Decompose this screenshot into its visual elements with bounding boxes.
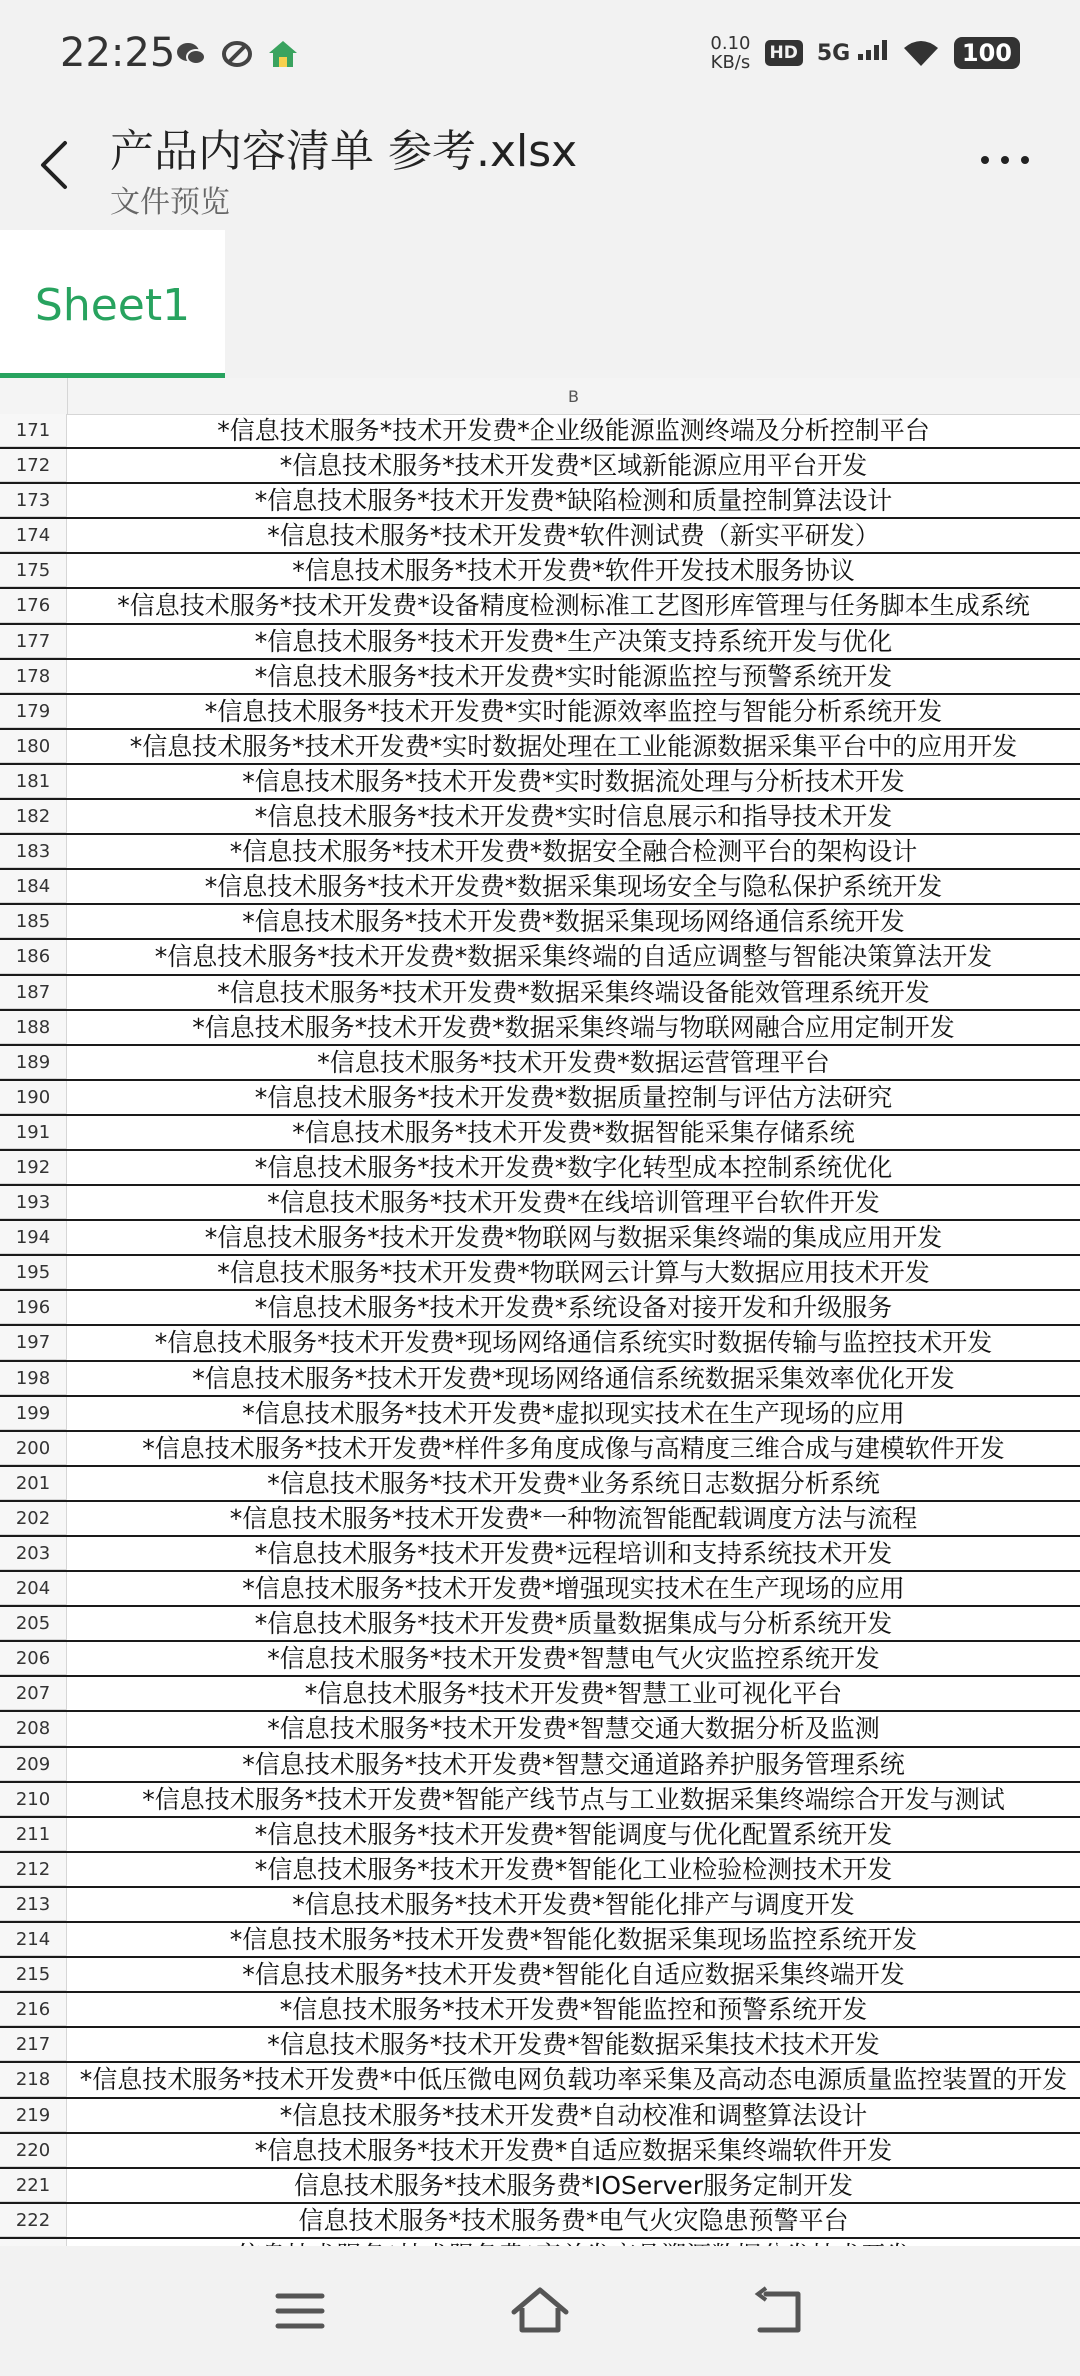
app-header [0, 115, 1080, 230]
cell-b[interactable]: *信息技术服务*技术开发费*现场网络通信系统数据采集效率优化开发 [192, 1363, 955, 1393]
row-number[interactable]: 198 [0, 1362, 67, 1395]
network-type-label: 5G [816, 41, 851, 66]
row-number[interactable]: 201 [0, 1467, 67, 1500]
table-row [0, 1958, 1080, 1993]
row-number[interactable]: 210 [0, 1783, 67, 1816]
row-number[interactable]: 205 [0, 1607, 67, 1640]
row-number[interactable]: 203 [0, 1537, 67, 1570]
row-number[interactable]: 217 [0, 2028, 67, 2061]
cell-b[interactable]: *信息技术服务*技术开发费*智能监控和预警系统开发 [279, 1995, 868, 2025]
spreadsheet-grid[interactable] [0, 378, 1080, 2246]
row-number[interactable]: 189 [0, 1046, 67, 1079]
tab-label: Sheet1 [34, 280, 191, 331]
cell-b[interactable]: *信息技术服务*技术开发费*智慧交通大数据分析及监测 [267, 1714, 880, 1744]
back-icon[interactable] [750, 2286, 810, 2336]
table-row [0, 870, 1080, 905]
row-number[interactable]: 177 [0, 625, 67, 658]
row-number[interactable]: 199 [0, 1397, 67, 1430]
cell-b[interactable]: *信息技术服务*技术开发费*实时数据处理在工业能源数据采集平台中的应用开发 [129, 731, 1018, 761]
wechat-icon [175, 38, 207, 70]
table-row [0, 1046, 1080, 1081]
sheet-rows [0, 414, 1080, 2274]
file-title: 产品内容清单 参考.xlsx [110, 126, 578, 177]
table-row [0, 414, 1080, 449]
cell-b[interactable]: *信息技术服务*技术开发费*物联网与数据采集终端的集成应用开发 [204, 1223, 943, 1253]
table-row [0, 1502, 1080, 1537]
table-row [0, 1572, 1080, 1607]
signal-icon [817, 40, 888, 66]
row-number[interactable]: 195 [0, 1256, 67, 1289]
cell-b[interactable]: *信息技术服务*技术开发费*中低压微电网负载功率采集及高动态电源质量监控装置的开发 [79, 2065, 1068, 2095]
row-number[interactable]: 215 [0, 1958, 67, 1991]
row-number[interactable]: 213 [0, 1888, 67, 1921]
cell-b[interactable]: *信息技术服务*技术开发费*设备精度检测标准工艺图形库管理与任务脚本生成系统 [117, 591, 1030, 621]
table-row [0, 2099, 1080, 2134]
table-row [0, 1151, 1080, 1186]
row-number[interactable]: 190 [0, 1081, 67, 1114]
table-row [0, 905, 1080, 940]
cell-b[interactable]: *信息技术服务*技术开发费*一种物流智能配载调度方法与流程 [229, 1503, 918, 1533]
table-row [0, 484, 1080, 519]
cell-b[interactable]: *信息技术服务*技术开发费*实时数据流处理与分析技术开发 [242, 766, 905, 796]
table-row [0, 1326, 1080, 1361]
table-row [0, 2204, 1080, 2239]
table-row [0, 1221, 1080, 1256]
table-row [0, 625, 1080, 660]
row-number[interactable]: 208 [0, 1712, 67, 1745]
select-all-corner[interactable] [0, 378, 68, 414]
cell-b[interactable]: *信息技术服务*技术开发费*数据采集现场安全与隐私保护系统开发 [204, 872, 943, 902]
cell-b[interactable]: *信息技术服务*技术开发费*远程培训和支持系统技术开发 [254, 1539, 893, 1568]
house-app-icon [267, 38, 299, 70]
cell-b[interactable]: *信息技术服务*技术开发费*实时信息展示和指导技术开发 [254, 802, 893, 832]
table-row [0, 554, 1080, 589]
row-number[interactable]: 218 [0, 2063, 67, 2096]
row-number[interactable]: 204 [0, 1572, 67, 1605]
cell-b[interactable]: *信息技术服务*技术开发费*智能产线节点与工业数据采集终端综合开发与测试 [142, 1784, 1005, 1814]
row-number[interactable]: 179 [0, 695, 67, 728]
row-number[interactable]: 184 [0, 870, 67, 903]
cell-b[interactable]: *信息技术服务*技术开发费*智能化排产与调度开发 [292, 1889, 855, 1919]
row-number[interactable]: 187 [0, 976, 67, 1009]
cell-b[interactable]: *信息技术服务*技术开发费*数据质量控制与评估方法研究 [254, 1082, 893, 1112]
status-bar [0, 0, 1080, 115]
table-row [0, 2134, 1080, 2169]
hd-badge: HD [765, 40, 803, 66]
column-header-b[interactable]: B [568, 387, 579, 406]
cell-b[interactable]: *信息技术服务*技术开发费*智慧工业可视化平台 [304, 1679, 843, 1709]
table-row [0, 940, 1080, 975]
menu-icon[interactable] [270, 2286, 330, 2336]
cell-b[interactable]: *信息技术服务*技术开发费*虚拟现实技术在生产现场的应用 [242, 1398, 905, 1428]
file-subtitle: 文件预览 [110, 185, 230, 220]
cell-b[interactable]: *信息技术服务*技术开发费*软件测试费（新实平研发） [267, 521, 880, 551]
table-row [0, 449, 1080, 484]
row-number[interactable]: 172 [0, 449, 67, 482]
cell-b[interactable]: *信息技术服务*技术开发费*自动校准和调整算法设计 [279, 2100, 868, 2130]
cell-b[interactable]: *信息技术服务*技术开发费*数据采集终端的自适应调整与智能决策算法开发 [154, 942, 993, 972]
table-row [0, 695, 1080, 730]
cell-b[interactable]: 信息技术服务*技术服务费*IOServer服务定制开发 [293, 2170, 854, 2200]
cell-b[interactable]: *信息技术服务*技术开发费*智能化数据采集现场监控系统开发 [229, 1925, 918, 1955]
row-number[interactable]: 221 [0, 2169, 67, 2202]
row-number[interactable]: 219 [0, 2099, 67, 2132]
cell-b[interactable]: *信息技术服务*技术开发费*实时能源监控与预警系统开发 [254, 661, 893, 691]
table-row [0, 2028, 1080, 2063]
cell-b[interactable]: *信息技术服务*技术开发费*实时能源效率监控与智能分析系统开发 [204, 696, 943, 726]
table-row [0, 800, 1080, 835]
table-row [0, 1888, 1080, 1923]
cell-b[interactable]: *信息技术服务*技术开发费*数据智能采集存储系统 [292, 1117, 855, 1147]
tab-sheet1[interactable] [0, 230, 225, 378]
table-row [0, 765, 1080, 800]
table-row [0, 2169, 1080, 2204]
row-number[interactable]: 193 [0, 1186, 67, 1219]
cell-b[interactable]: *信息技术服务*技术开发费*缺陷检测和质量控制算法设计 [254, 486, 893, 516]
table-row [0, 1712, 1080, 1747]
cell-b[interactable]: *信息技术服务*技术开发费*数据采集现场网络通信系统开发 [242, 907, 905, 937]
cell-b[interactable]: *信息技术服务*技术开发费*智慧交通道路养护服务管理系统 [242, 1749, 905, 1779]
table-row [0, 1186, 1080, 1221]
table-row [0, 1362, 1080, 1397]
table-row [0, 1467, 1080, 1502]
cell-b[interactable]: 信息技术服务*技术服务费*电气火灾隐患预警平台 [298, 2205, 849, 2235]
table-row [0, 1116, 1080, 1151]
table-row [0, 519, 1080, 554]
table-row [0, 976, 1080, 1011]
cell-b[interactable]: *信息技术服务*技术开发费*区域新能源应用平台开发 [279, 451, 868, 481]
table-row [0, 1677, 1080, 1712]
row-number[interactable]: 181 [0, 765, 67, 798]
row-number[interactable]: 183 [0, 835, 67, 868]
cell-b[interactable]: *信息技术服务*技术开发费*智慧电气火灾监控系统开发 [267, 1644, 880, 1674]
net-speed-unit: KB/s [710, 52, 751, 73]
table-row [0, 1818, 1080, 1853]
cell-b[interactable]: *信息技术服务*技术开发费*生产决策支持系统开发与优化 [254, 626, 893, 656]
table-row [0, 589, 1080, 624]
table-row [0, 1853, 1080, 1888]
cell-b[interactable]: *信息技术服务*技术开发费*增强现实技术在生产现场的应用 [242, 1574, 905, 1604]
row-number[interactable]: 175 [0, 554, 67, 587]
table-row [0, 835, 1080, 870]
row-number[interactable]: 196 [0, 1291, 67, 1324]
table-row [0, 1081, 1080, 1116]
row-number[interactable]: 212 [0, 1853, 67, 1886]
row-number[interactable]: 171 [0, 414, 67, 447]
table-row [0, 1642, 1080, 1677]
table-row [0, 1432, 1080, 1467]
row-number[interactable]: 192 [0, 1151, 67, 1184]
row-number[interactable]: 173 [0, 484, 67, 517]
cell-b[interactable]: *信息技术服务*技术开发费*软件开发技术服务协议 [292, 556, 855, 586]
cell-b[interactable]: *信息技术服务*技术开发费*数据安全融合检测平台的架构设计 [229, 837, 918, 867]
home-icon[interactable] [510, 2286, 570, 2336]
table-row [0, 2063, 1080, 2098]
table-row [0, 1291, 1080, 1326]
row-number[interactable]: 202 [0, 1502, 67, 1535]
row-number[interactable]: 178 [0, 660, 67, 693]
cell-b[interactable]: *信息技术服务*技术开发费*业务系统日志数据分析系统 [267, 1468, 880, 1498]
row-number[interactable]: 176 [0, 589, 67, 622]
table-row [0, 1256, 1080, 1291]
table-row [0, 1783, 1080, 1818]
table-row [0, 1011, 1080, 1046]
row-number[interactable]: 209 [0, 1748, 67, 1781]
table-row [0, 1748, 1080, 1783]
row-number[interactable]: 222 [0, 2204, 67, 2237]
cell-b[interactable]: *信息技术服务*技术开发费*现场网络通信系统实时数据传输与监控技术开发 [154, 1328, 993, 1358]
cell-b[interactable]: *信息技术服务*技术开发费*自适应数据采集终端软件开发 [254, 2135, 893, 2165]
notification-icons [175, 38, 299, 70]
sheet-tab-bar [0, 230, 1080, 378]
cell-b[interactable]: *信息技术服务*技术开发费*物联网云计算与大数据应用技术开发 [217, 1258, 930, 1288]
battery-indicator: 100 [954, 37, 1020, 69]
cell-b[interactable]: *信息技术服务*技术开发费*数据运营管理平台 [317, 1047, 830, 1077]
cell-b[interactable]: *信息技术服务*技术开发费*企业级能源监测终端及分析控制平台 [217, 416, 930, 445]
row-number[interactable]: 180 [0, 730, 67, 763]
table-row [0, 1923, 1080, 1958]
cell-b[interactable]: *信息技术服务*技术开发费*数据采集终端与物联网融合应用定制开发 [192, 1012, 955, 1042]
table-row [0, 1397, 1080, 1432]
row-number[interactable]: 211 [0, 1818, 67, 1851]
row-number[interactable]: 216 [0, 1993, 67, 2026]
table-row [0, 660, 1080, 695]
wifi-icon [902, 38, 940, 68]
row-number[interactable]: 207 [0, 1677, 67, 1710]
more-options-icon[interactable] [975, 145, 1035, 175]
table-row [0, 1993, 1080, 2028]
table-row [0, 1607, 1080, 1642]
system-nav-bar [0, 2246, 1080, 2376]
table-row [0, 730, 1080, 765]
table-row [0, 1537, 1080, 1572]
row-number[interactable]: 214 [0, 1923, 67, 1956]
row-number[interactable]: 191 [0, 1116, 67, 1149]
cell-b[interactable]: *信息技术服务*技术开发费*数据采集终端设备能效管理系统开发 [217, 977, 930, 1007]
row-number[interactable]: 206 [0, 1642, 67, 1675]
cell-b[interactable]: *信息技术服务*技术开发费*智能化自适应数据采集终端开发 [242, 1960, 905, 1990]
cell-b[interactable]: *信息技术服务*技术开发费*系统设备对接开发和升级服务 [254, 1293, 893, 1323]
row-number[interactable]: 174 [0, 519, 67, 552]
row-number[interactable]: 182 [0, 800, 67, 833]
row-number[interactable]: 220 [0, 2134, 67, 2167]
cell-b[interactable]: *信息技术服务*技术开发费*智能化工业检验检测技术开发 [254, 1854, 893, 1884]
row-number[interactable]: 197 [0, 1326, 67, 1359]
cell-b[interactable]: *信息技术服务*技术开发费*智能调度与优化配置系统开发 [254, 1819, 893, 1849]
column-header-row [0, 378, 1080, 415]
row-number[interactable]: 186 [0, 940, 67, 973]
cell-b[interactable]: *信息技术服务*技术开发费*在线培训管理平台软件开发 [267, 1188, 880, 1218]
row-number[interactable]: 200 [0, 1432, 67, 1465]
cell-b[interactable]: *信息技术服务*技术开发费*智能数据采集技术技术开发 [267, 2030, 880, 2060]
system-indicators [710, 34, 1020, 72]
cell-b[interactable]: *信息技术服务*技术开发费*质量数据集成与分析系统开发 [254, 1609, 893, 1639]
network-speed [710, 34, 750, 72]
back-arrow-icon[interactable] [35, 135, 75, 195]
row-number[interactable]: 188 [0, 1011, 67, 1044]
row-number[interactable]: 194 [0, 1221, 67, 1254]
clock: 22:25 [60, 30, 176, 76]
app-notification-icon [221, 38, 253, 70]
cell-b[interactable]: *信息技术服务*技术开发费*样件多角度成像与高精度三维合成与建模软件开发 [142, 1433, 1005, 1463]
cell-b[interactable]: *信息技术服务*技术开发费*数字化转型成本控制系统优化 [254, 1152, 893, 1182]
row-number[interactable]: 185 [0, 905, 67, 938]
net-speed-value: 0.10 [710, 33, 751, 54]
